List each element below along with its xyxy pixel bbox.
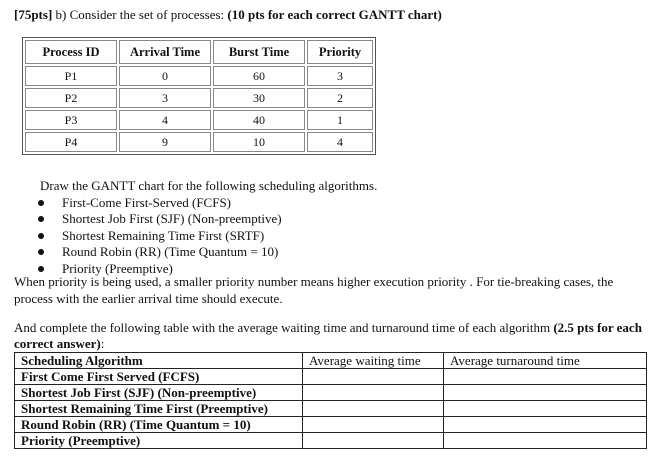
waiting-time-cell[interactable] (303, 369, 444, 385)
turnaround-time-cell[interactable] (444, 369, 647, 385)
waiting-time-cell[interactable] (303, 417, 444, 433)
table-row (15, 385, 647, 401)
header-burst-time: Burst Time (213, 40, 305, 64)
header-priority: Priority (307, 40, 373, 64)
cell-process-id: P2 (25, 88, 117, 108)
cell-arrival-time: 9 (119, 132, 211, 152)
waiting-time-cell[interactable] (303, 401, 444, 417)
algorithm-name: Round Robin (RR) (Time Quantum = 10) (15, 417, 303, 433)
algorithm-list (38, 195, 282, 277)
algorithm-name: Shortest Remaining Time First (Preemptive) (15, 401, 303, 417)
turnaround-time-cell[interactable] (444, 385, 647, 401)
question-bold-note: (10 pts for each correct GANTT chart) (227, 7, 442, 22)
question-heading (14, 7, 442, 23)
table-row (15, 417, 647, 433)
process-table-header (25, 40, 373, 64)
cell-burst-time: 60 (213, 66, 305, 86)
list-item: Round Robin (RR) (Time Quantum = 10) (38, 244, 282, 260)
header-arrival-time: Arrival Time (119, 40, 211, 64)
header-process-id: Process ID (25, 40, 117, 64)
question-points: [75pts] (14, 7, 53, 22)
cell-priority: 4 (307, 132, 373, 152)
algorithm-name: Priority (Preemptive) (15, 433, 303, 449)
cell-arrival-time: 3 (119, 88, 211, 108)
table-row (15, 369, 647, 385)
summary-header-row (15, 353, 647, 369)
list-item: First-Come First-Served (FCFS) (38, 195, 282, 211)
cell-priority: 3 (307, 66, 373, 86)
cell-arrival-time: 4 (119, 110, 211, 130)
table-row (15, 401, 647, 417)
algorithm-name: Shortest Job First (SJF) (Non-preemptive) (15, 385, 303, 401)
cell-process-id: P4 (25, 132, 117, 152)
cell-arrival-time: 0 (119, 66, 211, 86)
cell-process-id: P3 (25, 110, 117, 130)
algorithm-name: First Come First Served (FCFS) (15, 369, 303, 385)
table-row (25, 88, 373, 108)
turnaround-time-cell[interactable] (444, 433, 647, 449)
complete-instruction (14, 320, 642, 352)
table-row (25, 66, 373, 86)
list-item: Shortest Remaining Time First (SRTF) (38, 228, 282, 244)
complete-text: And complete the following table with the average waiting time and turnaround time of each algorithm (14, 320, 554, 335)
header-average-waiting-time: Average waiting time (303, 353, 444, 369)
header-average-turnaround-time: Average turnaround time (444, 353, 647, 369)
waiting-time-cell[interactable] (303, 385, 444, 401)
question-intro: b) Consider the set of processes: (52, 7, 228, 22)
list-item: Shortest Job First (SJF) (Non-preemptive) (38, 211, 282, 227)
cell-priority: 1 (307, 110, 373, 130)
table-row (25, 132, 373, 152)
table-row (25, 110, 373, 130)
turnaround-time-cell[interactable] (444, 401, 647, 417)
summary-table (14, 352, 647, 449)
waiting-time-cell[interactable] (303, 433, 444, 449)
priority-note: When priority is being used, a smaller priority number means higher execution priority . For tie-breaking cases, the process with the earlier arrival time should execute. (14, 274, 614, 306)
cell-process-id: P1 (25, 66, 117, 86)
cell-burst-time: 10 (213, 132, 305, 152)
cell-burst-time: 30 (213, 88, 305, 108)
complete-end: : (100, 336, 105, 351)
cell-burst-time: 40 (213, 110, 305, 130)
draw-instruction: Draw the GANTT chart for the following scheduling algorithms. (40, 178, 378, 193)
complete-bold: (2.5 pts for each correct answer) (14, 320, 642, 351)
table-row (15, 433, 647, 449)
turnaround-time-cell[interactable] (444, 417, 647, 433)
header-scheduling-algorithm: Scheduling Algorithm (15, 353, 303, 369)
cell-priority: 2 (307, 88, 373, 108)
process-table (22, 37, 376, 155)
list-item: Priority (Preemptive) (38, 261, 282, 277)
